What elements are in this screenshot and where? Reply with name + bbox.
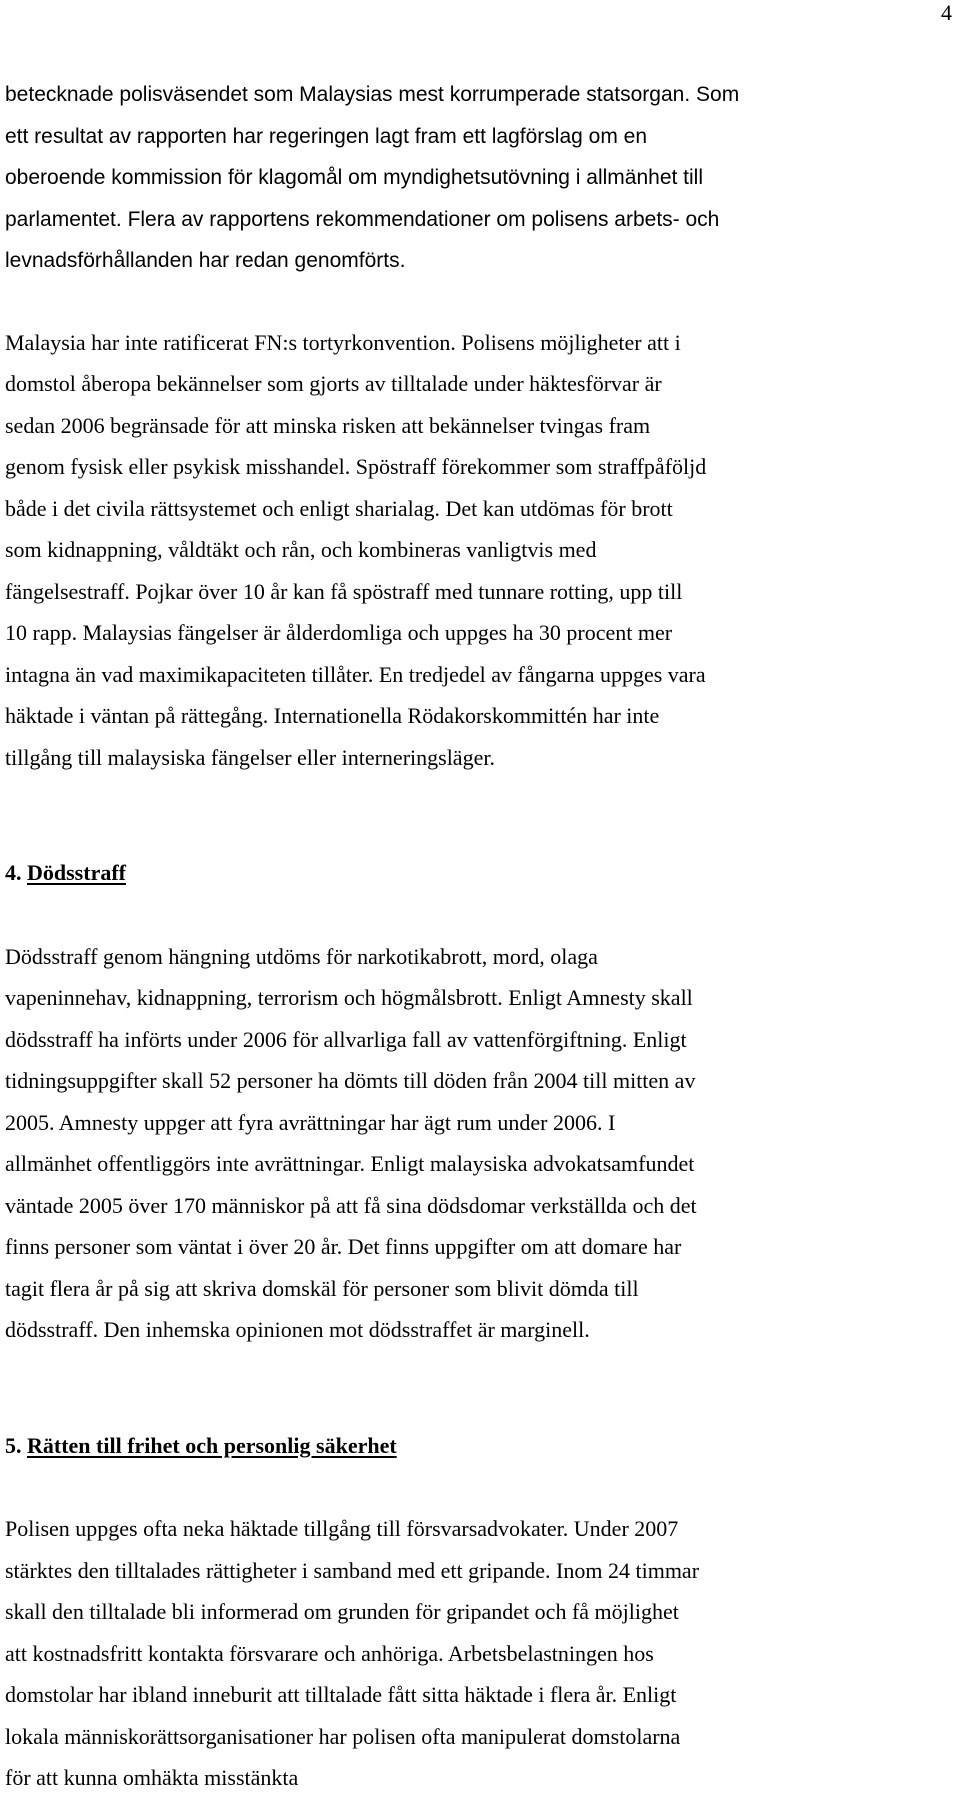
text-line: Dödsstraff genom hängning utdöms för narkotikabrott, mord, olaga xyxy=(5,943,598,969)
text-line: 2005. Amnesty uppger att fyra avrättningar har ägt rum under 2006. I xyxy=(5,1109,616,1135)
text-line: oberoende kommission för klagomål om myndighetsutövning i allmänhet till xyxy=(5,166,704,189)
intro-paragraph xyxy=(5,74,955,282)
text-line: 10 rapp. Malaysias fängelser är ålderdomliga och uppges ha 30 procent mer xyxy=(5,620,673,645)
text-line: att kostnadsfritt kontakta försvarare och anhöriga. Arbetsbelastningen hos xyxy=(5,1640,654,1666)
text-line: tagit flera år på sig att skriva domskäl för personer som blivit dömda till xyxy=(5,1275,639,1301)
text-line: fängelsestraff. Pojkar över 10 år kan få spöstraff med tunnare rotting, upp till xyxy=(5,578,683,604)
text-line: sedan 2006 begränsade för att minska risken att bekännelser tvingas fram xyxy=(5,412,651,438)
text-line: ett resultat av rapporten har regeringen lagt fram ett lagförslag om en xyxy=(5,124,648,148)
section-5-heading xyxy=(5,1425,955,1467)
text-line: som kidnappning, våldtäkt och rån, och kombineras vanligtvis med xyxy=(5,537,597,562)
text-line: tillgång till malaysiska fängelser eller interneringsläger. xyxy=(5,744,495,770)
text-line: dödsstraff ha införts under 2006 för allvarliga fall av vattenförgiftning. Enligt xyxy=(5,1026,687,1052)
text-line: lokala människorättsorganisationer har polisen ofta manipulerat domstolarna xyxy=(5,1723,681,1749)
text-line: intagna än vad maximikapaciteten tillåter. En tredjedel av fångarna uppges vara xyxy=(5,661,706,687)
text-line: dödsstraff. Den inhemska opinionen mot dödsstraffet är marginell. xyxy=(5,1317,590,1342)
text-line: domstolar har ibland inneburit att tilltalade fått sitta häktade i flera år. Enligt xyxy=(5,1682,677,1707)
section-5-paragraph xyxy=(5,1508,955,1799)
text-line: häktade i väntan på rättegång. Internationella Rödakorskommittén har inte xyxy=(5,703,660,728)
section-4-paragraph xyxy=(5,936,955,1351)
section-4-number: 4. xyxy=(5,860,22,885)
text-line: stärktes den tilltalades rättigheter i samband med ett gripande. Inom 24 timmar xyxy=(5,1557,700,1583)
text-line: domstol åberopa bekännelser som gjorts av tilltalade under häktesförvar är xyxy=(5,371,662,396)
section-5-number: 5. xyxy=(5,1432,22,1458)
page-number: 4 xyxy=(941,0,952,25)
text-line: genom fysisk eller psykisk misshandel. Spöstraff förekommer som straffpåföljd xyxy=(5,454,707,479)
text-line: både i det civila rättsystemet och enligt sharialag. Det kan utdömas för brott xyxy=(5,495,673,521)
text-line: finns personer som väntat i över 20 år. Det finns uppgifter om att domare har xyxy=(5,1234,682,1259)
text-line: Malaysia har inte ratificerat FN:s tortyrkonvention. Polisens möjligheter att i xyxy=(5,329,681,355)
text-line: vapeninnehav, kidnappning, terrorism och högmålsbrott. Enligt Amnesty skall xyxy=(5,985,693,1010)
text-line: tidningsuppgifter skall 52 personer ha dömts till döden från 2004 till mitten av xyxy=(5,1068,696,1093)
section-4-heading xyxy=(5,852,955,894)
document-body xyxy=(5,74,955,1799)
text-line: allmänhet offentliggörs inte avrättningar. Enligt malaysiska advokatsamfundet xyxy=(5,1151,695,1176)
text-line: betecknade polisväsendet som Malaysias mest korrumperade statsorgan. Som xyxy=(5,83,740,106)
text-line: Polisen uppges ofta neka häktade tillgång till försvarsadvokater. Under 2007 xyxy=(5,1516,679,1541)
section-5-title: Rätten till frihet och personlig säkerhet xyxy=(27,1432,397,1458)
text-line: för att kunna omhäkta misstänkta xyxy=(5,1765,299,1790)
text-line: skall den tilltalade bli informerad om grunden för gripandet och få möjlighet xyxy=(5,1599,679,1624)
section-4-title: Dödsstraff xyxy=(27,860,126,885)
prison-paragraph xyxy=(5,322,955,779)
text-line: levnadsförhållanden har redan genomförts. xyxy=(5,249,406,272)
text-line: väntade 2005 över 170 människor på att få sina dödsdomar verkställda och det xyxy=(5,1192,697,1218)
text-line: parlamentet. Flera av rapportens rekommendationer om polisens arbets- och xyxy=(5,207,720,231)
